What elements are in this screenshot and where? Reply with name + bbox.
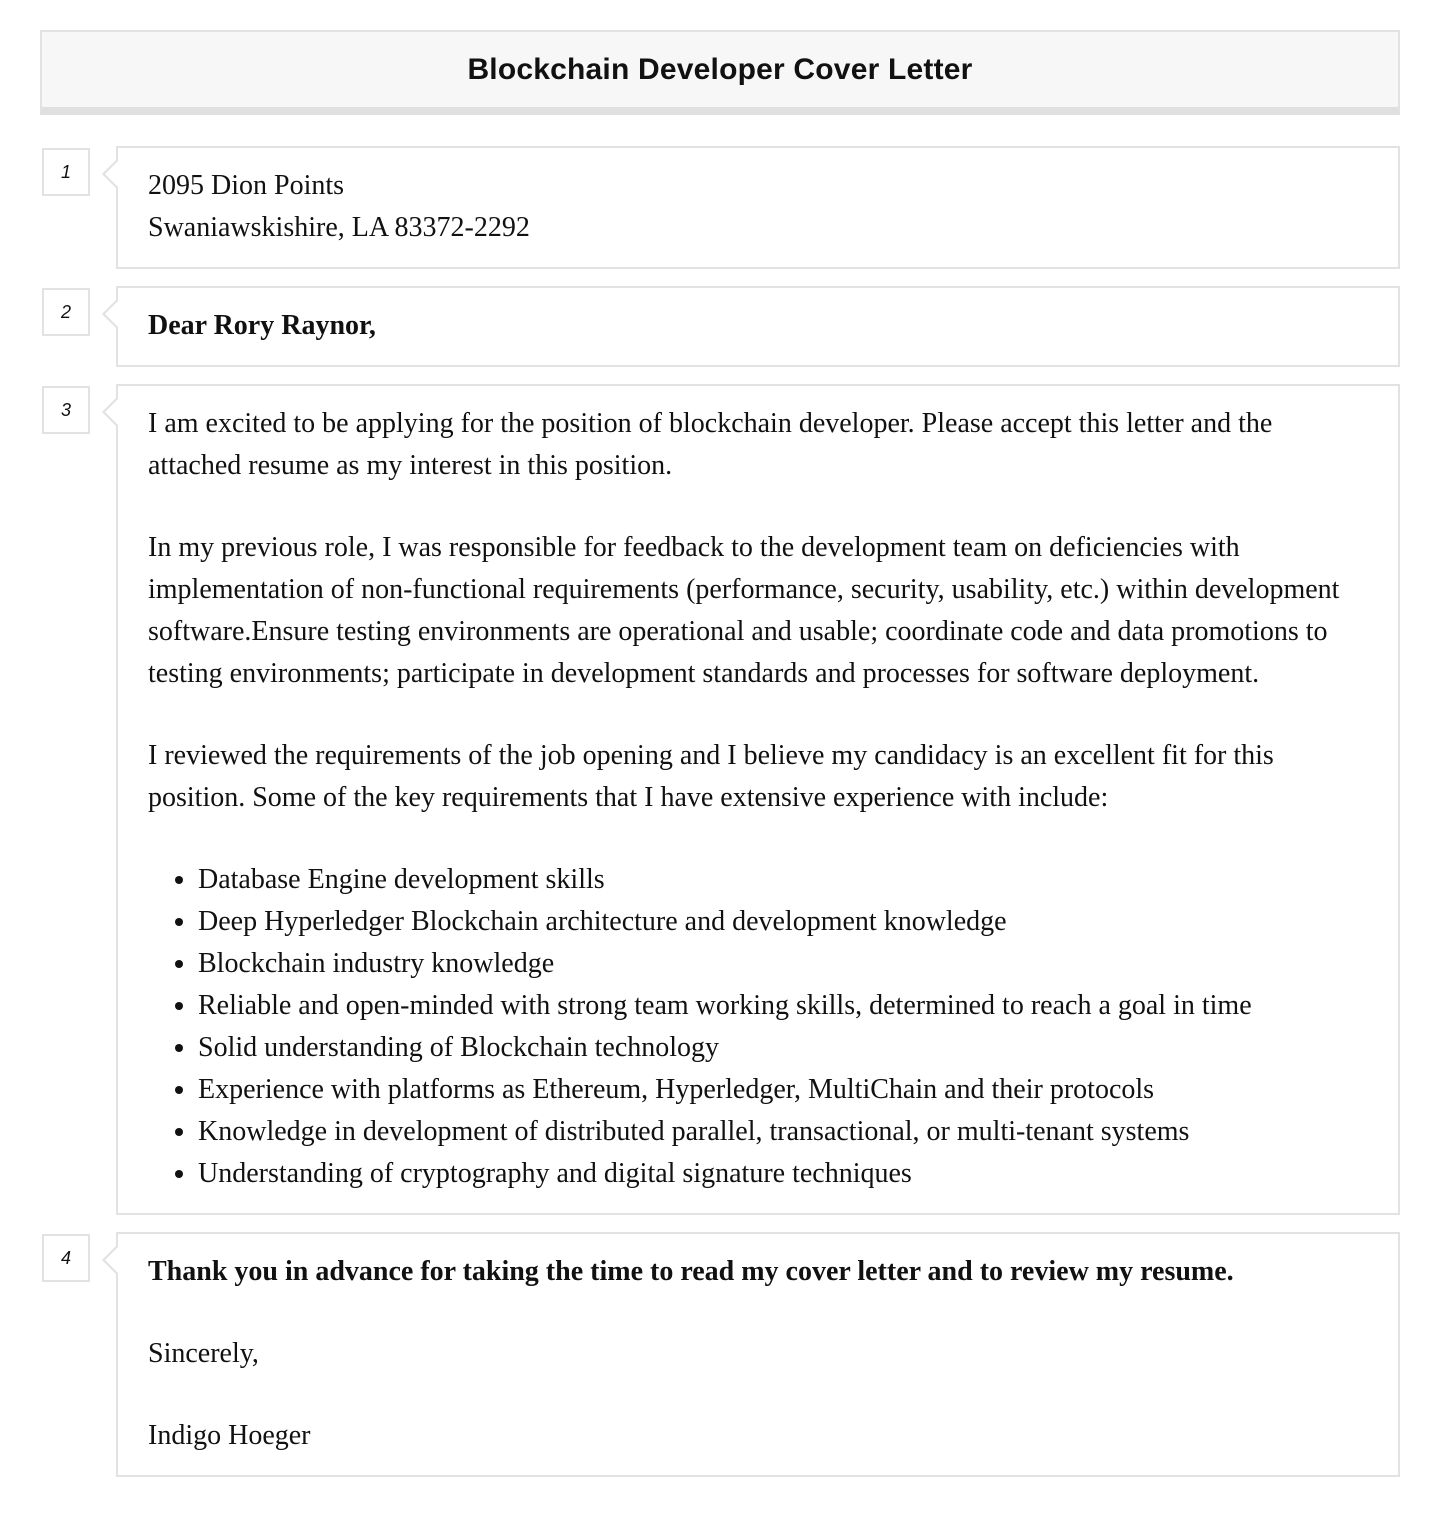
list-item: • Understanding of cryptography and digital signature techniques — [198, 1153, 1368, 1195]
address-line-2: Swaniawskishire, LA 83372-2292 — [148, 212, 530, 243]
section-closing — [60, 1232, 1400, 1477]
cover-letter-page — [40, 30, 1400, 1494]
page-title: Blockchain Developer Cover Letter — [467, 52, 973, 86]
signature: Indigo Hoeger — [148, 1420, 311, 1451]
section-number: 3 — [42, 386, 90, 434]
list-item: • Solid understanding of Blockchain technology — [198, 1027, 1368, 1069]
body-paragraph-experience: In my previous role, I was responsible for feedback to the development team on deficiencies with implementation of non-functional requirements (performance, security, usability, etc.) within development software.Ensure testing environments are operational and usable; coordinate code and data promotions to testing environments; participate in development standards and processes for software deployment. — [148, 532, 1340, 689]
section-body — [60, 384, 1400, 1215]
section-number: 1 — [42, 148, 90, 196]
list-item: • Database Engine development skills — [198, 859, 1368, 901]
list-item: • Blockchain industry knowledge — [198, 943, 1368, 985]
section-greeting — [60, 286, 1400, 367]
list-item: • Knowledge in development of distributed parallel, transactional, or multi-tenant systems — [198, 1111, 1368, 1153]
requirements-list — [148, 859, 1368, 1195]
greeting: Dear Rory Raynor, — [148, 310, 376, 341]
list-item: • Deep Hyperledger Blockchain architecture and development knowledge — [198, 901, 1368, 943]
title-bar — [40, 30, 1400, 115]
list-item: • Reliable and open-minded with strong team working skills, determined to reach a goal in time — [198, 985, 1368, 1027]
address-line-1: 2095 Dion Points — [148, 170, 345, 201]
body-paragraph-requirements: I reviewed the requirements of the job opening and I believe my candidacy is an excellent fit for this position. Some of the key requirements that I have extensive experience with include: — [148, 740, 1274, 813]
thanks-line: Thank you in advance for taking the time to read my cover letter and to review my resume. — [148, 1256, 1234, 1287]
section-number: 4 — [42, 1234, 90, 1282]
list-item: • Experience with platforms as Ethereum, Hyperledger, MultiChain and their protocols — [198, 1069, 1368, 1111]
section-number: 2 — [42, 288, 90, 336]
body-paragraph-intro: I am excited to be applying for the position of blockchain developer. Please accept this letter and the attached resume as my interest in this position. — [148, 408, 1273, 481]
section-address — [60, 146, 1400, 269]
closing-line: Sincerely, — [148, 1338, 259, 1369]
